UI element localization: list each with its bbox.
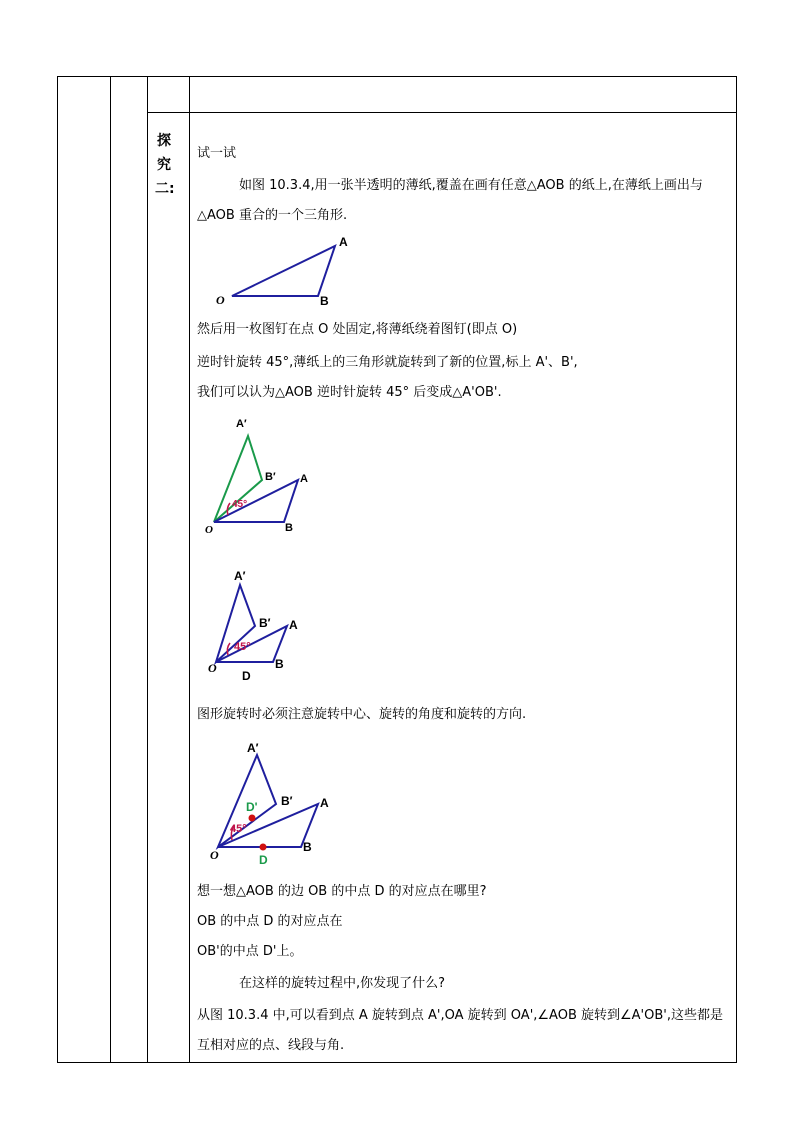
label-o: O [216, 293, 225, 307]
paragraph-think: 想一想△AOB 的边 OB 的中点 D 的对应点在哪里? [197, 884, 487, 899]
midpoint-d-prime [249, 815, 256, 822]
paragraph-conclusion-2: 互相对应的点、线段与角. [197, 1038, 345, 1053]
paragraph-intro-2: △AOB 重合的一个三角形. [197, 208, 348, 223]
angle-label-2: 45° [234, 641, 251, 653]
label-o-1: O [205, 524, 213, 536]
section-label-3: 二: [155, 181, 175, 197]
label-a-prime-3: A′ [247, 741, 259, 755]
paragraph-result: 我们可以认为△AOB 逆时针旋转 45° 后变成△A'OB'. [197, 385, 502, 400]
label-b-3: B [303, 840, 312, 854]
label-b-prime-1: B′ [265, 471, 276, 483]
label-b-1: B [285, 522, 293, 534]
paragraph-discover: 在这样的旋转过程中,你发现了什么? [239, 976, 446, 991]
midpoint-d [260, 844, 267, 851]
angle-label-1: 45° [232, 499, 248, 510]
label-b-2: B [275, 657, 284, 671]
section-label-2: 究 [157, 157, 171, 173]
label-d-2: D [242, 669, 251, 683]
paragraph-intro-1: 如图 10.3.4,用一张半透明的薄纸,覆盖在画有任意△AOB 的纸上,在薄纸上画出与 [239, 178, 703, 193]
label-a: A [339, 235, 348, 249]
heading-try: 试一试 [197, 146, 237, 161]
label-a-prime-2: A′ [234, 569, 246, 583]
paragraph-answer-1: OB 的中点 D 的对应点在 [197, 914, 343, 929]
label-a-1: A [300, 473, 308, 485]
label-d-prime-3: D' [246, 800, 258, 814]
label-b-prime-2: B′ [259, 616, 271, 630]
label-a-2: A [289, 618, 298, 632]
angle-label-3: 45° [230, 823, 247, 835]
label-o-3: O [210, 848, 219, 862]
paragraph-pin: 然后用一枚图钉在点 O 处固定,将薄纸绕着图钉(即点 O) [197, 322, 518, 337]
label-d-3: D [259, 853, 268, 867]
paragraph-rotate: 逆时针旋转 45°,薄纸上的三角形就旋转到了新的位置,标上 A'、B', [197, 355, 578, 370]
label-o-2: O [208, 661, 217, 675]
paragraph-notice: 图形旋转时必须注意旋转中心、旋转的角度和旋转的方向. [197, 707, 527, 722]
label-a-3: A [320, 796, 329, 810]
label-b: B [320, 294, 329, 308]
label-b-prime-3: B′ [281, 794, 293, 808]
label-a-prime-1: A′ [236, 418, 247, 430]
paragraph-answer-2: OB'的中点 D'上。 [197, 944, 303, 959]
paragraph-conclusion-1: 从图 10.3.4 中,可以看到点 A 旋转到点 A',OA 旋转到 OA',∠AOB 旋转到∠A'OB',这些都是 [197, 1008, 723, 1023]
section-label-1: 探 [157, 133, 171, 149]
